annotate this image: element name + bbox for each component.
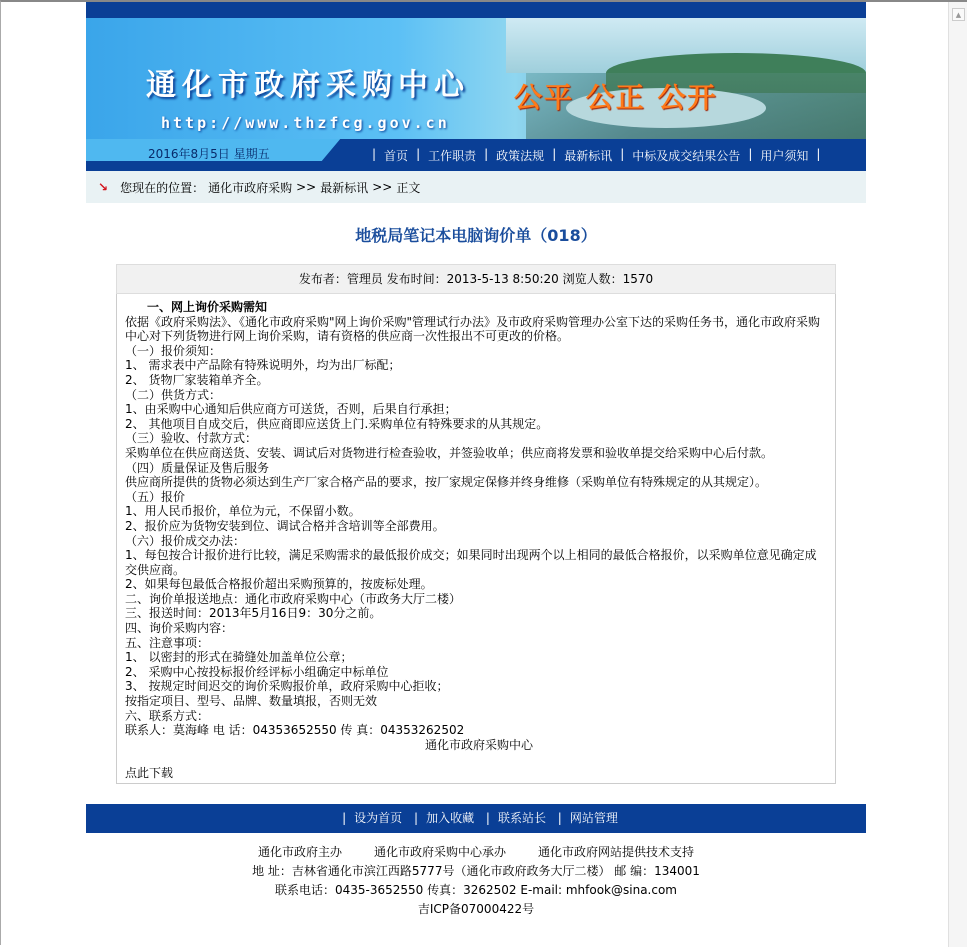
nav-bar [86, 139, 866, 171]
slogan: 公平 公正 公开 [514, 81, 718, 114]
main-nav: | 首页 | 工作职责 | 政策法规 | 最新标讯 | 中标及成交结果公告 | 用户须知 | [372, 147, 821, 163]
breadcrumb [86, 171, 866, 203]
content-line: 2、如果每包最低合格报价超出采购预算的，按废标处理。 [125, 577, 433, 592]
vertical-scrollbar[interactable] [948, 2, 967, 947]
credit: 通化市政府采购中心承办 [373, 845, 506, 859]
content-line: 3、 按规定时间迟交的询价采购报价单，政府采购中心拒收； [125, 679, 449, 694]
footer-info [86, 843, 866, 919]
content-line: 1、每包按合计报价进行比较，满足采购需求的最低报价成交；如果同时出现两个以上相同的最低合格报价，以采购单位意见确定成交供应商。 [125, 548, 817, 577]
content-line: 1、用人民币报价，单位为元，不保留小数。 [125, 504, 361, 519]
content-line: （四）质量保证及售后服务 [125, 460, 270, 475]
nav-user-guide[interactable]: 用户须知 [760, 149, 809, 163]
footer-link-bookmark[interactable]: 加入收藏 [426, 811, 475, 825]
nav-policies[interactable]: 政策法规 [496, 149, 545, 163]
content-line: 联系人：莫海峰 电 话：04353652550 传 真：04353262502 [125, 723, 465, 738]
content-line: （六）报价成交办法： [125, 533, 246, 548]
site-url: http://www.thzfcg.gov.cn [161, 114, 450, 132]
site-logo: 通化市政府采购中心 [146, 68, 470, 103]
content-line: 采购单位在供应商送货、安装、调试后对货物进行检查验收，并签验收单；供应商将发票和验收单提交给采购中心后付款。 [125, 445, 774, 460]
content-line: 2、 采购中心按投标报价经评标小组确定中标单位 [125, 664, 389, 679]
content-line: （五）报价 [125, 489, 186, 504]
contact-info: 联系电话：0435-3652550 传真：3262502 E-mail: mhfook@sina.com [274, 883, 677, 897]
breadcrumb-item[interactable]: 最新标讯 [320, 180, 369, 195]
content-line: 五、注意事项： [125, 635, 210, 650]
content-line: 1、 需求表中产品除有特殊说明外，均为出厂标配； [125, 358, 401, 373]
content-line: 六、联系方式： [125, 708, 210, 723]
content-line: 二、询价单报送地点：通化市政府采购中心（市政务大厅二楼） [125, 591, 462, 606]
address: 地 址：吉林省通化市滨江西路5777号（通化市政府政务大厅二楼） 邮 编：134001 [252, 864, 700, 878]
credit: 通化市政府网站提供技术支持 [538, 845, 695, 859]
content-line: 依据《政府采购法》、《通化市政府采购"网上询价采购"管理试行办法》及市政府采购管理办公室下达的采购任务书，通化市政府采购中心对下列货物进行网上询价采购，请有资格的供应商一次性报出不可更改的价格。 [125, 314, 821, 344]
page-container [86, 2, 866, 919]
current-date: 2016年8月5日 星期五 [148, 147, 270, 161]
article-meta: 发布者：管理员 发布时间：2013-5-13 8:50:20 浏览人数：1570 [116, 264, 836, 294]
section-heading: 一、网上询价采购需知 [147, 300, 268, 314]
arrow-icon: ↘ [98, 180, 109, 194]
header-banner [86, 18, 866, 139]
breadcrumb-sep: >> [296, 180, 317, 194]
article-title: 地税局笔记本电脑询价单（018） [355, 226, 597, 245]
footer-link-contact[interactable]: 联系站长 [497, 811, 546, 825]
breadcrumb-current: 正文 [396, 180, 421, 195]
content-line: 三、报送时间：2013年5月16日9：30分之前。 [125, 606, 382, 621]
article-content [116, 294, 836, 784]
footer-bar: | 设为首页 | 加入收藏 | 联系站长 | 网站管理 [86, 804, 866, 833]
footer-link-admin[interactable]: 网站管理 [569, 811, 618, 825]
content-line: 按指定项目、型号、品牌、数量填报，否则无效 [125, 694, 378, 709]
nav-results[interactable]: 中标及成交结果公告 [632, 149, 741, 163]
icp-number: 吉ICP备07000422号 [417, 902, 535, 916]
download-link[interactable]: 点此下载 [125, 766, 174, 781]
breadcrumb-sep: >> [372, 180, 393, 194]
breadcrumb-label: 您现在的位置： [120, 180, 205, 195]
content-line: 供应商所提供的货物必须达到生产厂家合格产品的要求，按厂家规定保修并终身维修（采购单位有特殊规定的从其规定）。 [125, 475, 768, 490]
content-line: 2、 货物厂家装箱单齐全。 [125, 372, 269, 387]
signature: 通化市政府采购中心 [425, 737, 534, 752]
content-line: 1、 以密封的形式在骑缝处加盖单位公章； [125, 650, 353, 665]
content-line: 2、 其他项目自成交后，供应商即应送货上门.采购单位有特殊要求的从其规定。 [125, 416, 549, 431]
breadcrumb-item[interactable]: 通化市政府采购 [208, 180, 293, 195]
content-line: 2、报价应为货物安装到位、调试合格并含培训等全部费用。 [125, 518, 445, 533]
footer-link-set-home[interactable]: 设为首页 [354, 811, 403, 825]
content-line: （二）供货方式： [125, 387, 222, 402]
nav-latest-bids[interactable]: 最新标讯 [564, 149, 613, 163]
credit: 通化市政府主办 [257, 845, 342, 859]
content-line: 四、询价采购内容： [125, 621, 234, 636]
nav-home[interactable]: 首页 [384, 149, 409, 163]
content-line: （三）验收、付款方式： [125, 431, 258, 446]
content-line: 1、由采购中心通知后供应商方可送货，否则，后果自行承担； [125, 402, 457, 417]
nav-duties[interactable]: 工作职责 [428, 149, 477, 163]
scroll-up-icon[interactable]: ▲ [952, 8, 965, 21]
content-line: （一）报价须知： [125, 343, 222, 358]
top-strip [86, 2, 866, 18]
